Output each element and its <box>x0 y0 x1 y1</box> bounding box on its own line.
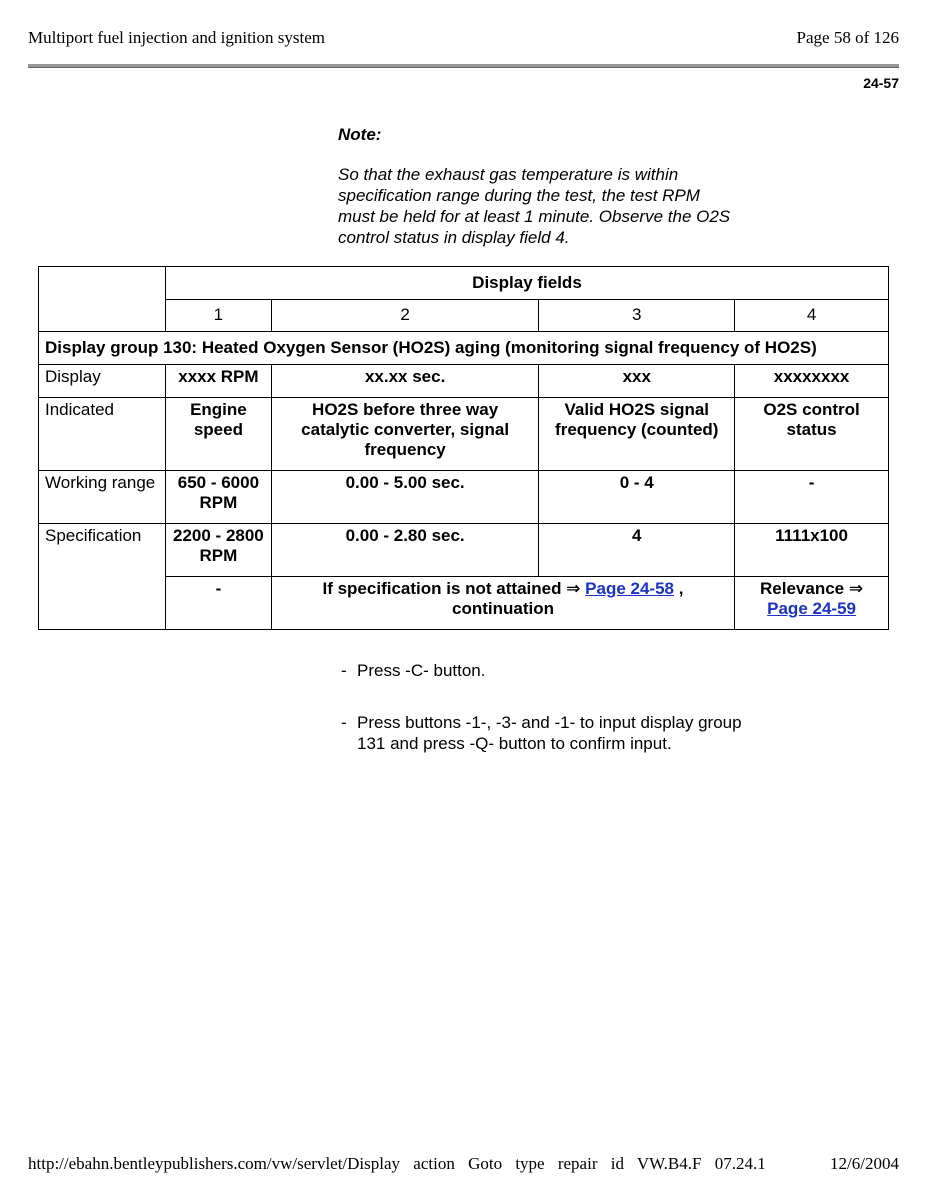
section-page-number: 24-57 <box>863 75 899 91</box>
step-item <box>341 660 761 681</box>
note-label: Note: <box>338 125 382 144</box>
note-text: So that the exhaust gas temperature is within specification range during the test, the test RPM must be held for at least 1 minute. Observe the O2S control status in display field 4. <box>338 165 731 247</box>
cell-working-range-3: 0 - 4 <box>539 471 735 524</box>
note-block <box>338 124 738 248</box>
followup-instruction-suffix: , continuation <box>451 579 684 618</box>
cell-display-1: xxxx RPM <box>165 365 271 398</box>
document-title: Multiport fuel injection and ignition system <box>28 28 325 47</box>
footer-date: 12/6/2004 <box>830 1154 899 1173</box>
cell-specification-2: 0.00 - 2.80 sec. <box>271 524 539 577</box>
row-label-specification: Specification <box>39 524 166 630</box>
cell-specification-1: 2200 - 2800 RPM <box>165 524 271 577</box>
page-indicator: Page 58 of 126 <box>796 28 899 47</box>
page-24-59-link[interactable]: Page 24-59 <box>767 599 856 618</box>
cell-display-2: xx.xx sec. <box>271 365 539 398</box>
step-text: Press buttons -1-, -3- and -1- to input display group 131 and press -Q- button to confirm input. <box>357 713 742 753</box>
cell-followup-relevance <box>735 577 889 630</box>
procedure-steps <box>341 660 761 785</box>
cell-working-range-4: - <box>735 471 889 524</box>
table-row-display <box>39 365 889 398</box>
cell-indicated-3: Valid HO2S signal frequency (counted) <box>539 398 735 471</box>
header-divider <box>28 64 899 68</box>
row-label-display: Display <box>39 365 166 398</box>
step-text: Press -C- button. <box>357 661 486 680</box>
cell-followup-1: - <box>165 577 271 630</box>
field-number-1: 1 <box>165 300 271 332</box>
display-fields-header: Display fields <box>165 267 888 300</box>
cell-indicated-1: Engine speed <box>165 398 271 471</box>
field-number-2: 2 <box>271 300 539 332</box>
cell-working-range-2: 0.00 - 5.00 sec. <box>271 471 539 524</box>
page-24-58-link[interactable]: Page 24-58 <box>585 579 675 598</box>
cell-indicated-4: O2S control status <box>735 398 889 471</box>
cell-followup-instruction <box>271 577 734 630</box>
footer-url: http://ebahn.bentleypublishers.com/vw/servlet/Display action Goto type repair id VW.B4.F 07.24.1 <box>28 1154 766 1173</box>
cell-display-3: xxx <box>539 365 735 398</box>
relevance-text: Relevance ⇒ <box>760 579 864 598</box>
table-row-working-range <box>39 471 889 524</box>
cell-display-4: xxxxxxxx <box>735 365 889 398</box>
display-group-title: Display group 130: Heated Oxygen Sensor (HO2S) aging (monitoring signal frequency of HO2S) <box>39 332 889 365</box>
field-number-4: 4 <box>735 300 889 332</box>
step-bullet: - <box>341 713 347 732</box>
cell-specification-4: 1111x100 <box>735 524 889 577</box>
field-number-3: 3 <box>539 300 735 332</box>
cell-specification-3: 4 <box>539 524 735 577</box>
cell-indicated-2: HO2S before three way catalytic converter, signal frequency <box>271 398 539 471</box>
step-bullet: - <box>341 661 347 680</box>
table-row-indicated <box>39 398 889 471</box>
step-item <box>341 712 761 754</box>
followup-instruction-text: If specification is not attained ⇒ <box>322 579 581 598</box>
table-corner-cell <box>39 267 166 332</box>
table-row-followup <box>39 577 889 630</box>
table-row-specification <box>39 524 889 577</box>
cell-working-range-1: 650 - 6000 RPM <box>165 471 271 524</box>
row-label-indicated: Indicated <box>39 398 166 471</box>
display-group-table <box>38 266 889 630</box>
row-label-working-range: Working range <box>39 471 166 524</box>
